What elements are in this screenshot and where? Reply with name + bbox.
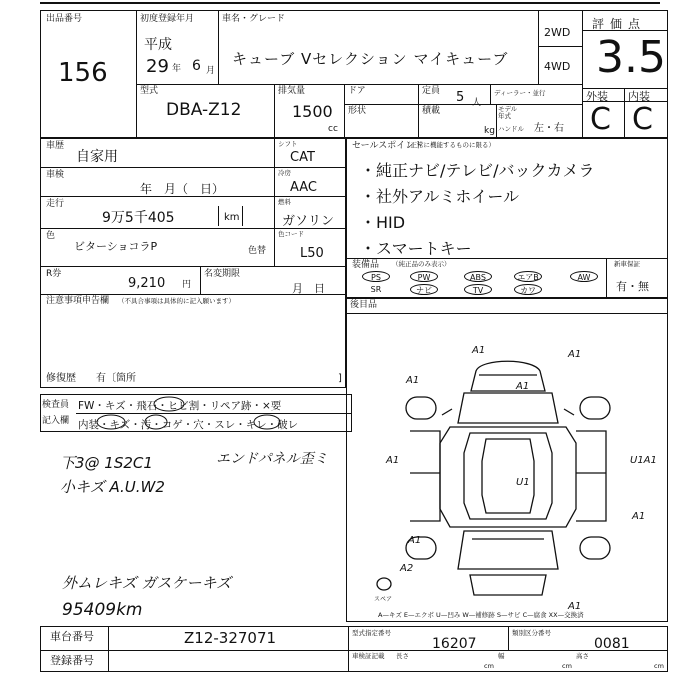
model-year-label: モデル年式 <box>498 105 518 120</box>
reg-month: 6 <box>192 58 201 74</box>
model-name: キューブ Vセレクション マイキューブ <box>232 50 509 68</box>
displacement-label: 排気量 <box>278 86 306 96</box>
size-length-label: 長さ <box>396 652 409 660</box>
notes-label: 注意事項申告欄 <box>46 296 110 306</box>
header-block <box>40 10 668 138</box>
reg-no-label: 登録番号 <box>50 654 94 667</box>
handle-label: ハンドル <box>498 125 524 133</box>
equip-leather: カワ <box>514 284 542 295</box>
type-value: DBA-Z12 <box>166 100 242 120</box>
mark-a1-top-left: A1 <box>472 345 486 356</box>
mark-a1-top-right: A1 <box>568 349 582 360</box>
sales-point-2: ・社外アルミホイール <box>360 187 520 206</box>
equip-ps: PS <box>362 271 390 282</box>
mileage-value: 9万5千405 <box>102 210 175 226</box>
mark-a2-front: A2 <box>400 563 414 574</box>
usage-value: 自家用 <box>76 149 118 165</box>
spare-label: スペア <box>374 596 393 603</box>
sales-point-4: ・スマートキー <box>360 239 472 258</box>
equip-sr: SR <box>370 285 382 294</box>
inspector-row-2: 内装・キズ・汚・コゲ・穴・スレ・キレ・破レ <box>78 419 299 431</box>
handle-value: 左・右 <box>534 123 564 134</box>
reg-year: 29 <box>146 56 169 77</box>
sales-points-note: （正常に機能するものに限る） <box>404 141 495 149</box>
inspector-label-1: 検査員 <box>42 400 70 410</box>
category-value: 0081 <box>594 636 630 652</box>
score-label: 評価点 <box>592 17 647 31</box>
color-value: ビターショコラP <box>74 240 158 253</box>
mark-u1-center: U1 <box>516 477 530 488</box>
repair-label: 修復歴 <box>46 373 76 384</box>
vehicle-info-block <box>40 138 346 388</box>
inspection-value: 年 月（ 日） <box>140 182 225 196</box>
interior-grade: C <box>632 102 653 137</box>
exterior-grade: C <box>590 102 611 137</box>
color-code-label: 色コード <box>278 230 304 238</box>
new-car-warranty-value: 有・無 <box>616 280 649 293</box>
shift-value: CAT <box>290 150 315 165</box>
mark-a1-right-lower: A1 <box>632 511 646 522</box>
hand-note-3: エンドパネル歪ミ <box>216 451 328 467</box>
drive-4wd: 4WD <box>544 60 571 73</box>
mark-a1-side-left: A1 <box>386 455 400 466</box>
type-spec-label: 型式指定番号 <box>352 629 391 637</box>
shift-label: シフト <box>278 140 298 148</box>
rear-label: 後目品 <box>350 300 378 310</box>
doors-label: ドア <box>348 86 366 96</box>
mark-a1-left: A1 <box>406 375 420 386</box>
usage-label: 車歴 <box>46 141 65 151</box>
first-reg-label: 初度登録年月 <box>140 14 195 24</box>
equip-airbag: エアB <box>514 271 542 282</box>
inspector-circles <box>76 394 352 432</box>
lot-no-label: 出品番号 <box>46 14 83 24</box>
inspector-row-1: FW・キズ・飛石・ヒビ割・リペア跡・×要 <box>78 400 282 412</box>
chassis-value: Z12-327071 <box>184 629 277 647</box>
lot-no: 156 <box>58 58 108 88</box>
hand-note-5: 95409km <box>62 600 143 620</box>
equip-navi: ナビ <box>410 284 438 295</box>
interior-label: 内装 <box>628 90 650 103</box>
size-width-label: 幅 <box>498 652 505 660</box>
type-spec-value: 16207 <box>432 636 477 652</box>
drive-2wd: 2WD <box>544 26 571 39</box>
dealer-label: ディーラー・並行 <box>494 89 546 97</box>
size-label: 車検証記載 <box>352 652 385 660</box>
inspection-label: 車検 <box>46 170 65 180</box>
chassis-label: 車台番号 <box>50 630 94 643</box>
color-change-label: 色替 <box>248 246 267 256</box>
hand-note-1: 下3@ 1S2C1 <box>60 454 153 472</box>
equipment-label: 装備品 <box>352 260 380 270</box>
color-label: 色 <box>46 231 56 241</box>
equip-abs: ABS <box>464 271 492 282</box>
size-height-label: 高さ <box>576 652 589 660</box>
car-damage-diagram <box>346 313 668 622</box>
mark-a1-roof: A1 <box>516 381 530 392</box>
model-label: 車名・グレード <box>222 14 286 24</box>
hand-note-2: 小キズ A.U.W2 <box>60 478 165 496</box>
equipment-note: （純正品のみ表示） <box>392 260 451 268</box>
ac-label: 冷房 <box>278 169 291 177</box>
sales-point-1: ・純正ナビ/テレビ/バックカメラ <box>360 161 595 180</box>
mileage-label: 走行 <box>46 199 65 209</box>
shape-label: 形状 <box>348 106 367 116</box>
displacement-value: 1500 <box>292 102 333 121</box>
load-label: 積載 <box>422 106 441 116</box>
capacity-label: 定員 <box>422 86 441 96</box>
inspector-label-2: 記入欄 <box>42 416 70 426</box>
new-car-warranty-label: 新車保証 <box>614 260 640 268</box>
recycle-value: 9,210 <box>128 276 166 291</box>
sales-point-3: ・HID <box>360 213 406 232</box>
mark-a1-left-lower: A1 <box>408 535 422 546</box>
repair-value: 有〔箇所 <box>96 373 136 384</box>
era: 平成 <box>144 37 172 53</box>
type-label: 型式 <box>140 86 159 96</box>
deadline-value: 月 日 <box>292 282 325 295</box>
score-value: 3.5 <box>596 32 666 83</box>
deadline-label: 名変期限 <box>204 269 241 279</box>
equip-tv: TV <box>464 284 492 295</box>
exterior-label: 外装 <box>586 90 608 103</box>
hand-note-4: 外ムレキズ ガスケーキズ <box>62 574 232 592</box>
mark-a1-front-right: A1 <box>568 601 582 612</box>
capacity-value: 5 <box>456 90 465 105</box>
sales-points-label: セールスポイント <box>352 141 424 151</box>
notes-sub: （不具合事項は具体的に記入願います） <box>118 297 235 305</box>
recycle-label: R券 <box>46 269 62 279</box>
fuel-value: ガソリン <box>282 214 335 229</box>
equip-aw: AW <box>570 271 598 282</box>
color-code-value: L50 <box>300 246 324 261</box>
top-edge <box>40 2 660 4</box>
fuel-label: 燃料 <box>278 198 291 206</box>
damage-legend: A—キズ E—エクボ U—凹み W—補修跡 S—サビ C—腐食 XX—交換済 <box>378 611 584 619</box>
category-label: 類別区分番号 <box>512 629 551 637</box>
equip-pw: PW <box>410 271 438 282</box>
mark-u1a1-right: U1A1 <box>630 455 657 466</box>
ac-value: AAC <box>290 180 317 195</box>
